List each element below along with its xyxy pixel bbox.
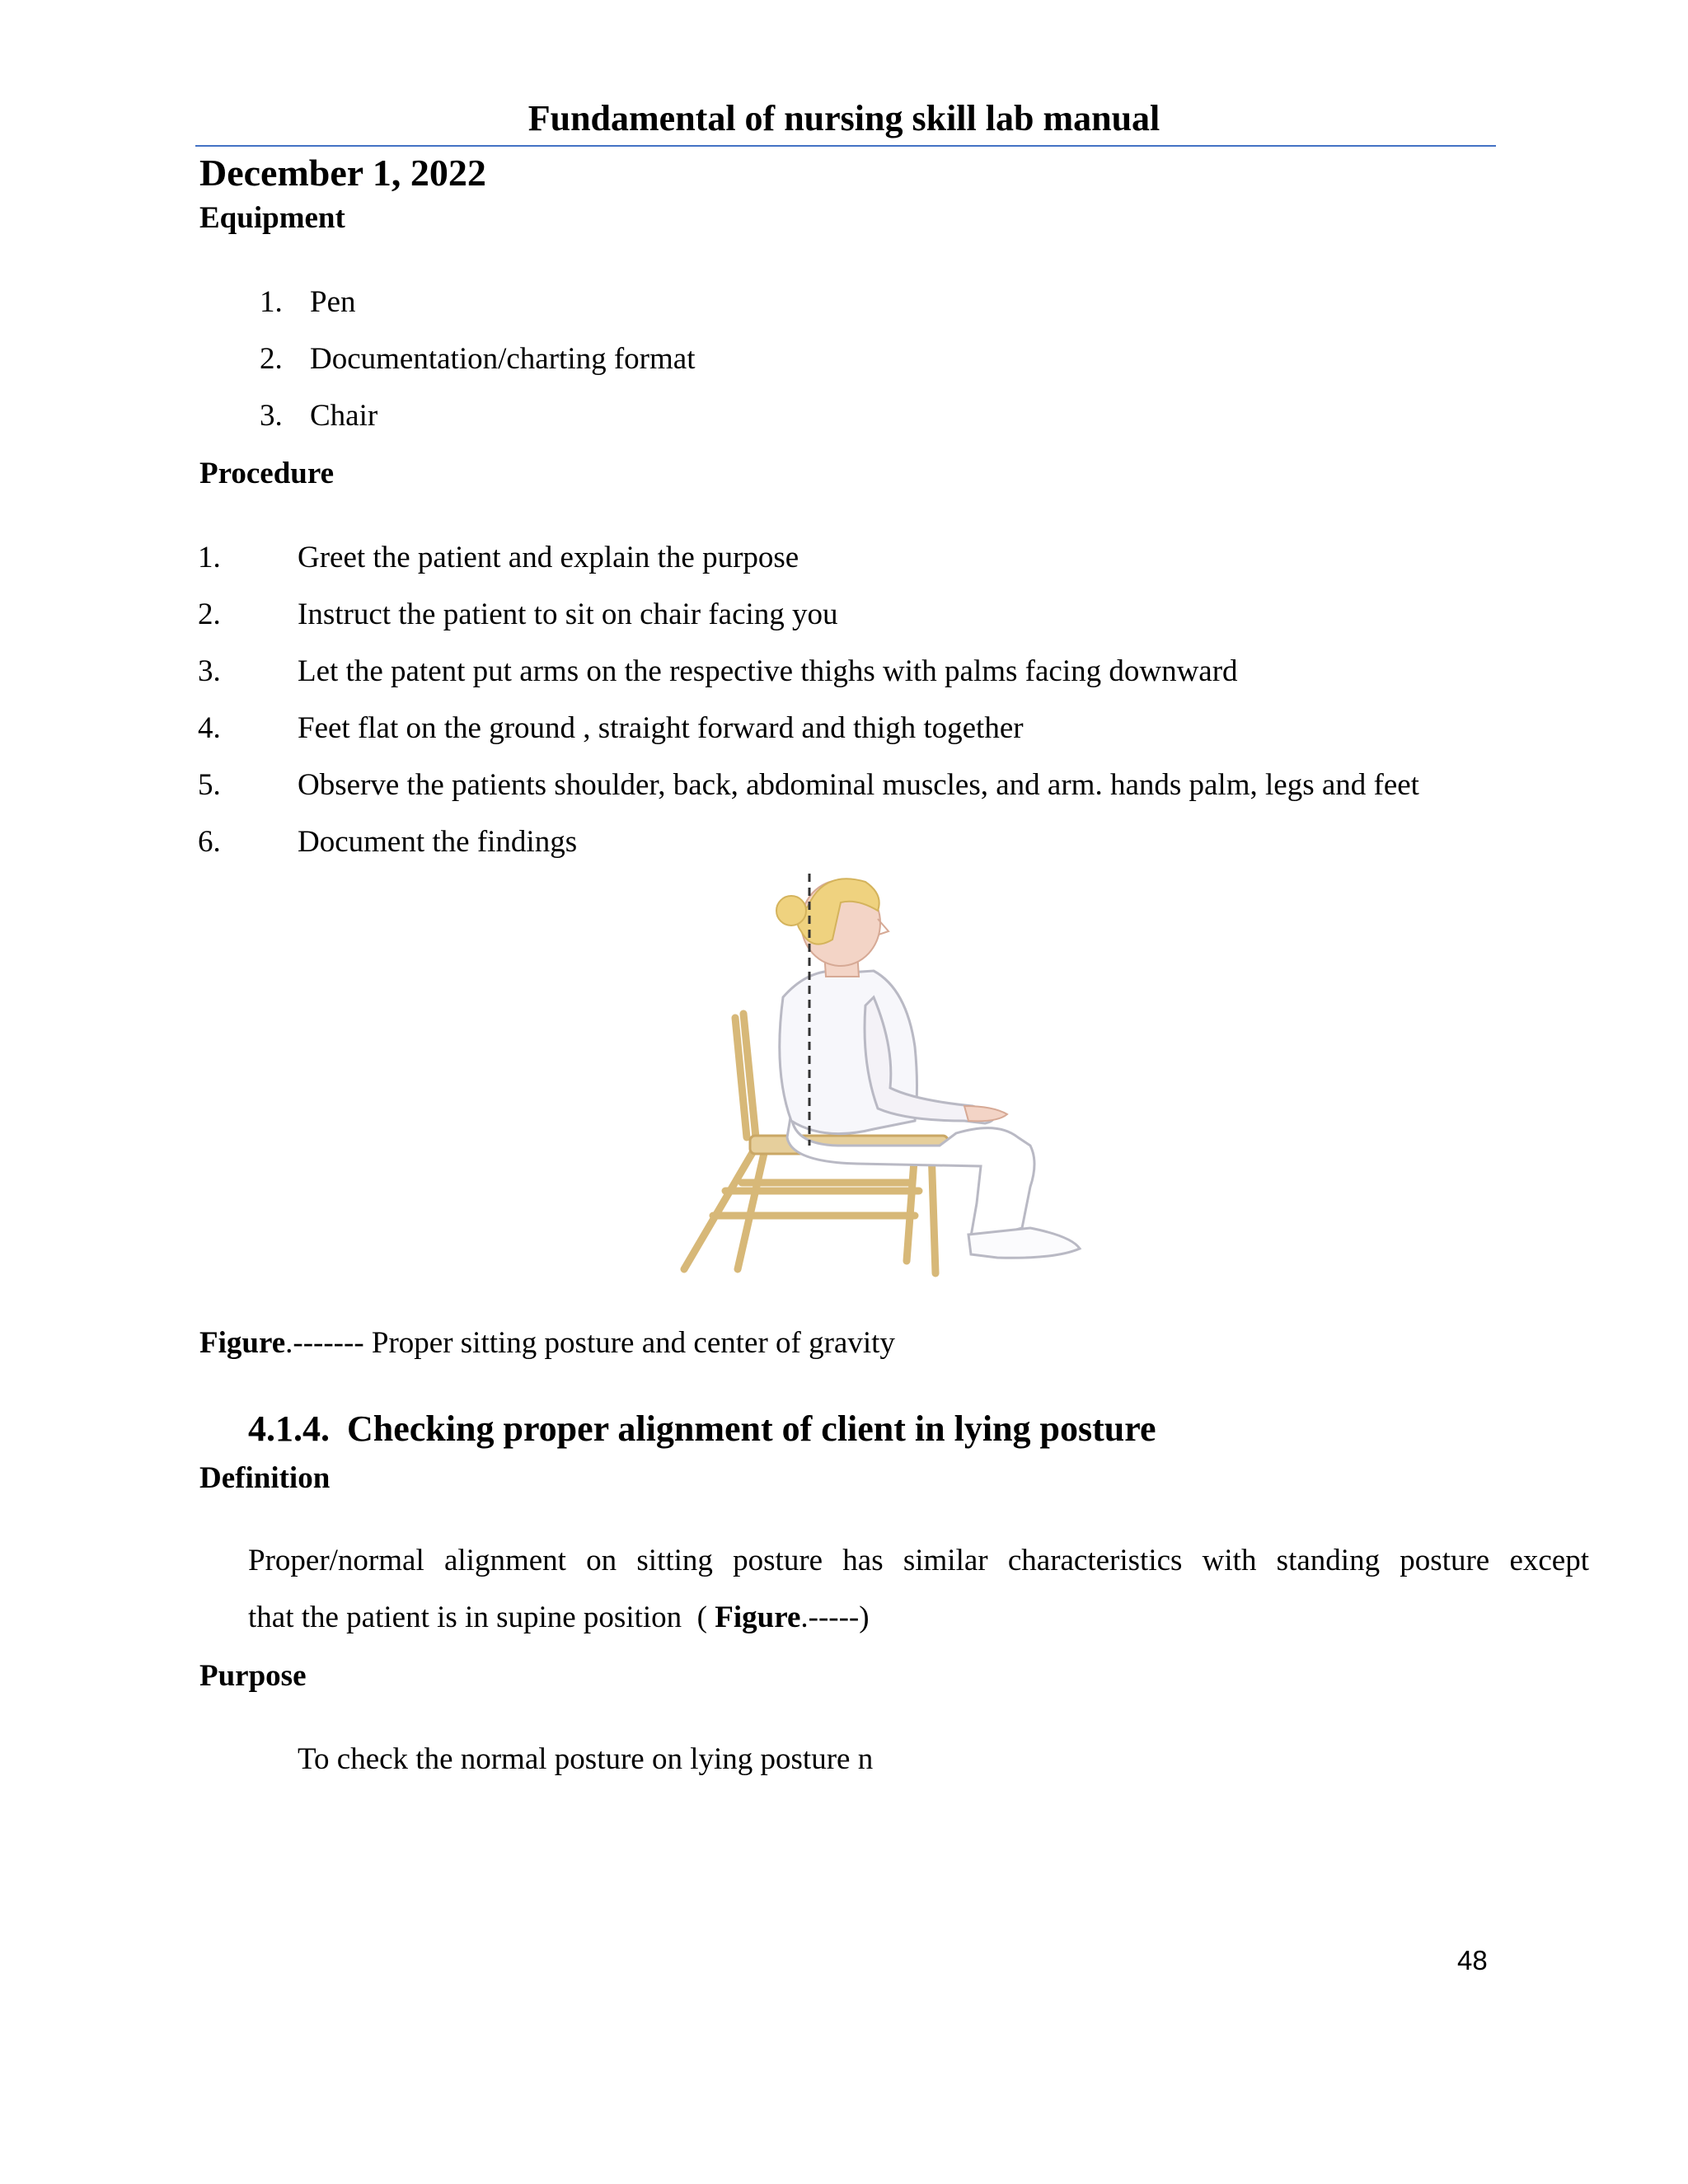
purpose-text: To check the normal posture on lying posture n [298,1742,874,1776]
sitting-posture-illustration [668,874,1129,1286]
list-item-text: Greet the patient and explain the purpose [298,541,799,574]
list-item-number: 5. [198,768,221,802]
procedure-heading: Procedure [199,457,335,490]
running-header-title: Fundamental of nursing skill lab manual [528,98,1160,138]
list-item-text: Observe the patients shoulder, back, abdominal muscles, and arm. hands palm, legs and feet [298,768,1419,802]
section-number: 4.1.4. [248,1408,330,1449]
list-item-number: 4. [198,711,221,745]
list-item-number: 2. [198,598,221,631]
document-date: December 1, 2022 [199,152,486,194]
list-item-number: 3. [198,654,221,688]
definition-line-1: Proper/normal alignment on sitting posture has similar characteristics with standing posture except [248,1544,1589,1577]
list-item-number: 1. [198,541,221,574]
list-item-number: 6. [198,825,221,859]
purpose-heading: Purpose [199,1659,307,1693]
section-heading [248,1408,1156,1450]
page-number: 48 [1457,1945,1488,1975]
list-item-text: Pen [310,285,356,319]
list-item-text: Document the findings [298,825,578,859]
definition-heading: Definition [199,1461,331,1495]
figure-caption [199,1325,895,1361]
list-item-text: Let the patent put arms on the respective thighs with palms facing downward [298,654,1238,688]
equipment-heading: Equipment [199,201,345,235]
figure-reference-placeholder: .-----) [800,1601,870,1634]
list-item-text: Feet flat on the ground , straight forward and thigh together [298,711,1024,745]
figure-label: Figure [199,1326,286,1360]
figure-caption-text: Proper sitting posture and center of gravity [363,1326,895,1360]
list-item-text: Chair [310,399,378,433]
figure-number-placeholder: .------- [285,1326,364,1360]
list-item-number: 3. [260,399,283,433]
list-item-text: Instruct the patient to sit on chair facing you [298,598,838,631]
section-title: Checking proper alignment of client in lying posture [347,1408,1156,1449]
figure-reference: Figure [715,1601,801,1634]
list-item-number: 2. [260,342,283,376]
header-divider [195,145,1496,147]
definition-line-2 [248,1600,870,1635]
definition-line-2-text: that the patient is in supine position ( [248,1601,715,1634]
list-item-number: 1. [260,285,283,319]
list-item-text: Documentation/charting format [310,342,696,376]
